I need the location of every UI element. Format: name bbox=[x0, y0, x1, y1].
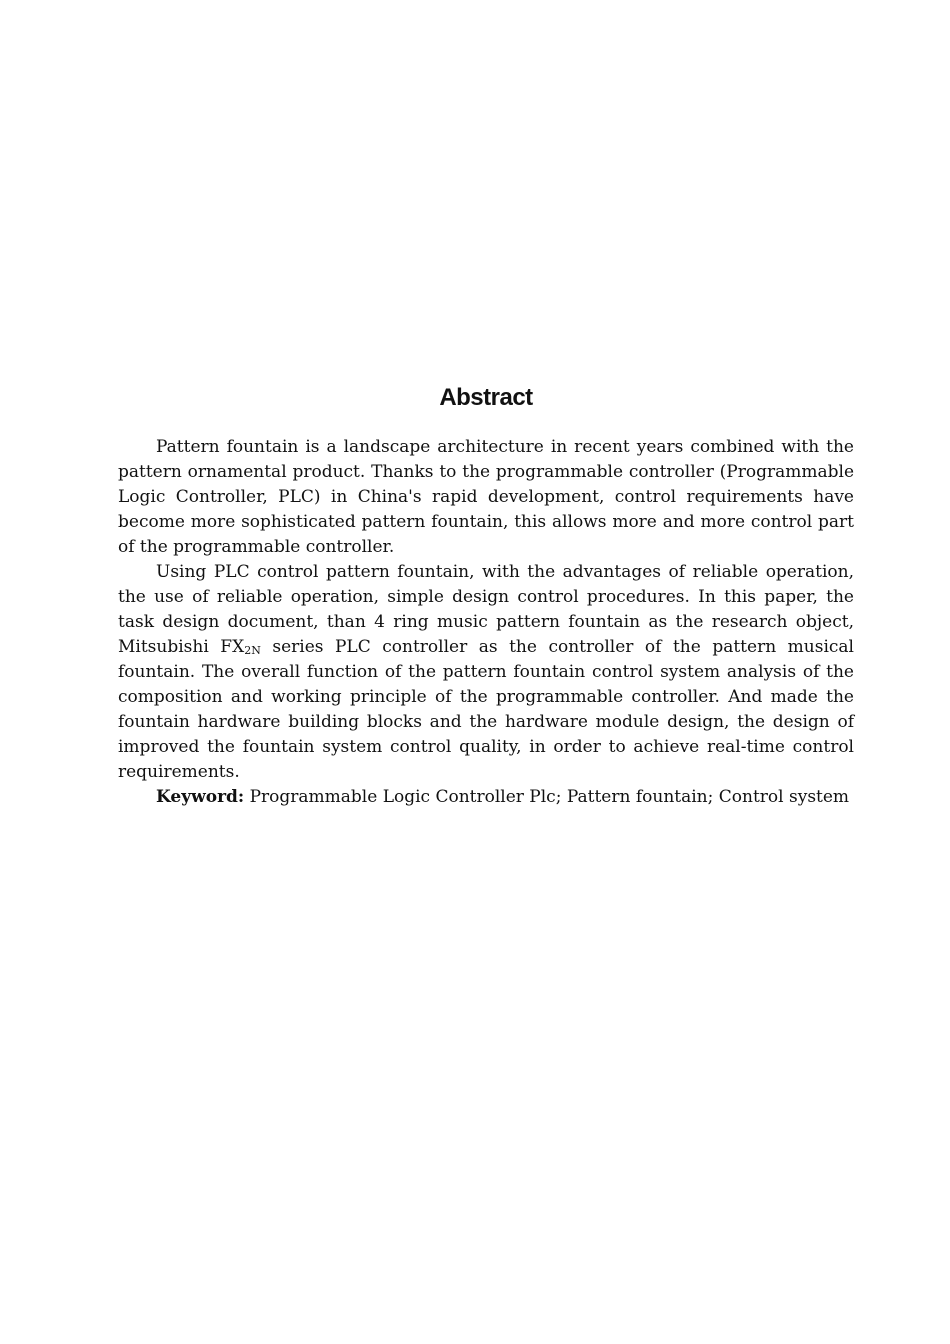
keyword-label: Keyword: bbox=[156, 787, 245, 807]
abstract-paragraph-1: Pattern fountain is a landscape architecture in recent years combined with the pattern ornamental product. Thanks to the programmable controller (Programmable Logic Controller, PLC) in China's rapid development, control requirements have become more sophisticated pattern fountain, this allows more and more control part of the programmable controller. bbox=[118, 437, 854, 557]
abstract-paragraph-2 bbox=[118, 560, 854, 785]
abstract-title: Abstract bbox=[439, 384, 533, 411]
fx-subscript: 2N bbox=[244, 644, 261, 657]
keyword-text: Programmable Logic Controller Plc; Pattern fountain; Control system bbox=[244, 787, 850, 807]
paragraph-2-text-end: series PLC controller as the controller of the pattern musical fountain. The overall function of the pattern fountain control system analysis of the composition and working principle of the programmable controller. And made the fountain hardware building blocks and the hardware module design, the design of improved the fountain system control quality, in order to achieve real-time control requirements. bbox=[118, 637, 854, 782]
abstract-section bbox=[118, 383, 854, 810]
keyword-line bbox=[118, 785, 854, 810]
paragraph-2-text-start: Using PLC control pattern fountain, with the advantages of reliable operation, the use of reliable operation, simple design control procedures. In this paper, the task design document, than 4 ring music pattern fountain as the research object, Mitsubishi FX bbox=[118, 562, 854, 657]
